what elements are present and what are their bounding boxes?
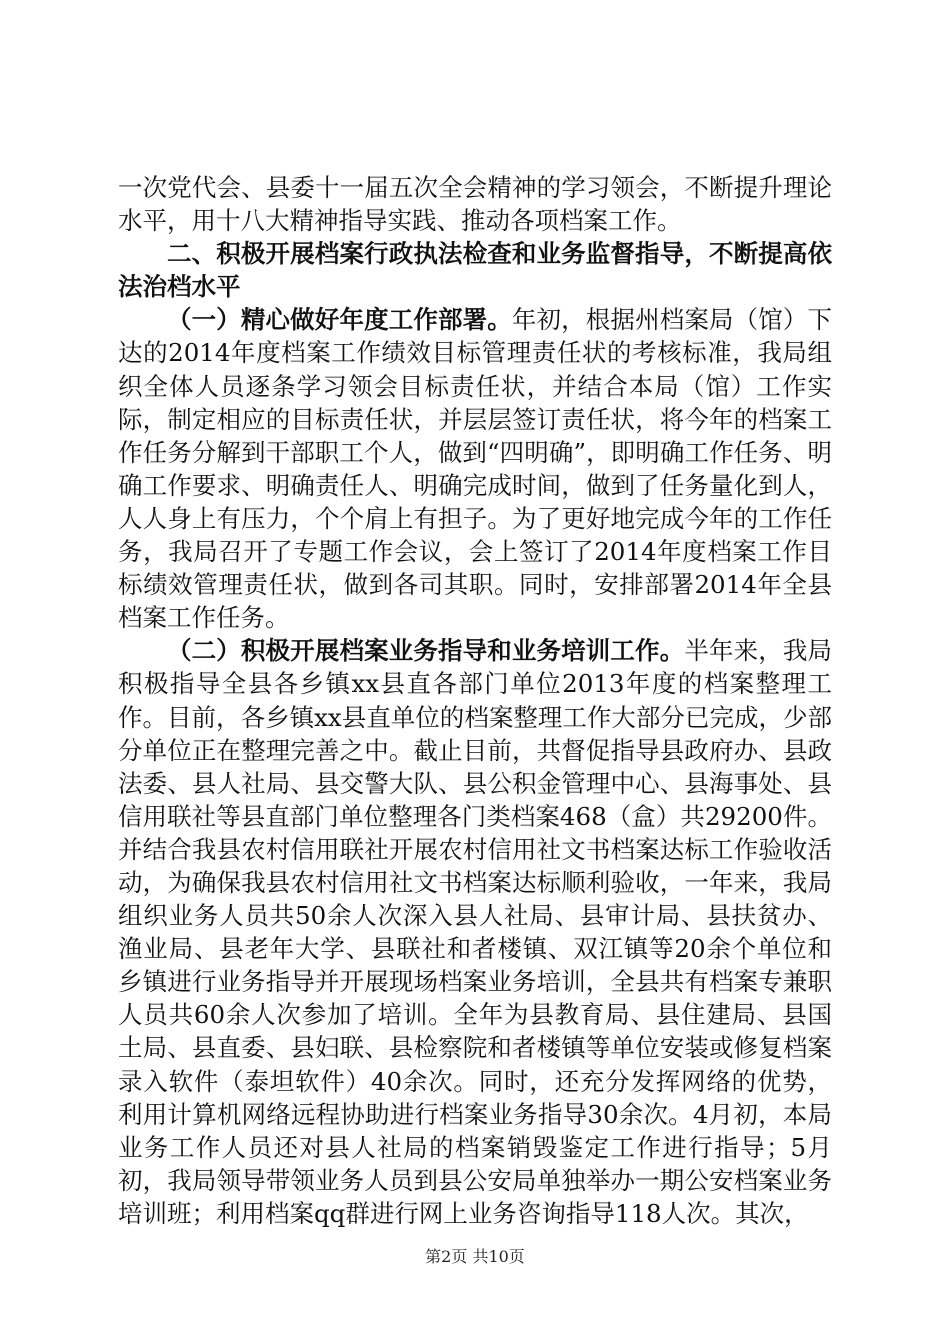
continuation-paragraph: 一次党代会、县委十一届五次全会精神的学习领会，不断提升理论水平，用十八大精神指导实践、推动各项档案工作。	[118, 173, 832, 236]
page-footer: 第2页 共10页	[425, 1247, 525, 1266]
subsection-2-paragraph	[118, 634, 832, 1230]
subsection-1-text: 年初，根据州档案局（馆）下达的2014年度档案工作绩效目标管理责任状的考核标准，我局组织全体人员逐条学习领会目标责任状，并结合本局（馆）工作实际，制定相应的目标责任状，并层层签订责任状，将今年的档案工作任务分解到干部职工个人，做到“四明确”，即明确工作任务、明确工作要求、明确责任人、明确完成时间，做到了任务量化到人，人人身上有压力，个个肩上有担子。为了更好地完成今年的工作任务，我局召开了专题工作会议，会上签订了2014年度档案工作目标绩效管理责任状，做到各司其职。同时，安排部署2014年全县档案工作任务。	[118, 305, 833, 633]
subsection-2-text: 半年来，我局积极指导全县各乡镇xx县直各部门单位2013年度的档案整理工作。目前，各乡镇xx县直单位的档案整理工作大部分已完成，少部分单位正在整理完善之中。截止目前，共督促指导县政府办、县政法委、县人社局、县交警大队、县公积金管理中心、县海事处、县信用联社等县直部门单位整理各门类档案468（盒）共29200件。并结合我县农村信用联社开展农村信用社文书档案达标工作验收活动，为确保我县农村信用社文书档案达标顺利验收，一年来，我局组织业务人员共50余人次深入县人社局、县审计局、县扶贫办、渔业局、县老年大学、县联社和者楼镇、双江镇等20余个单位和乡镇进行业务指导并开展现场档案业务培训，全县共有档案专兼职人员共60余人次参加了培训。全年为县教育局、县住建局、县国土局、县直委、县妇联、县检察院和者楼镇等单位安装或修复档案录入软件（泰坦软件）40余次。同时，还充分发挥网络的优势，利用计算机网络远程协助进行档案业务指导30余次。4月初，本局业务工作人员还对县人社局的档案销毁鉴定工作进行指导；5月初，我局领导带领业务人员到县公安局单独举办一期公安档案业务培训班；利用档案qq群进行网上业务咨询指导118人次。其次，	[118, 636, 833, 1228]
document-body	[118, 171, 832, 1230]
section-heading: 二、积极开展档案行政执法检查和业务监督指导，不断提高依法治档水平	[118, 239, 832, 302]
subsection-1-paragraph	[118, 303, 832, 634]
subsection-1-heading: （一）精心做好年度工作部署。	[167, 305, 512, 335]
subsection-2-heading: （二）积极开展档案业务指导和业务培训工作。	[167, 636, 685, 666]
